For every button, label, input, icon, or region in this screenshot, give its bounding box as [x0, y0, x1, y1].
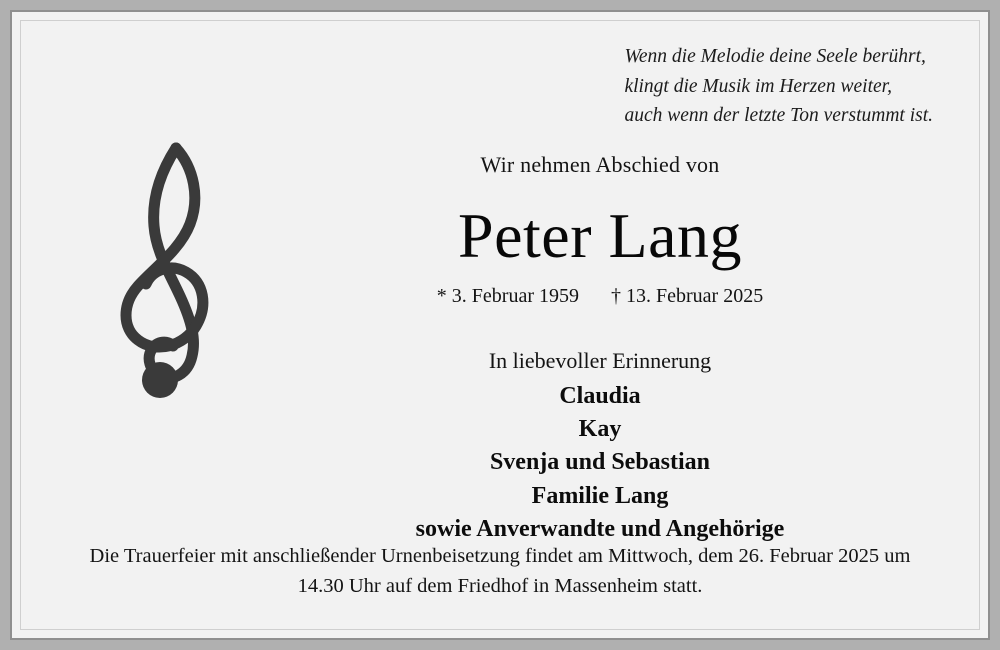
survivor-item: Kay — [578, 416, 622, 443]
service-info — [52, 541, 948, 603]
death-date: † 13. Februar 2025 — [611, 285, 764, 308]
service-info-line-2: 14.30 Uhr auf dem Friedhof in Massenheim statt. — [297, 575, 703, 598]
survivors-list — [262, 380, 938, 546]
treble-clef-icon — [108, 140, 238, 410]
survivor-item: sowie Anverwandte und Angehörige — [415, 515, 785, 542]
service-info-line-1: Die Trauerfeier mit anschließender Urnenbeisetzung findet am Mittwoch, dem 26. Februar 2025 um — [89, 544, 911, 567]
birth-date: * 3. Februar 1959 — [436, 285, 579, 308]
epigraph — [624, 42, 933, 131]
obituary-card — [10, 10, 990, 640]
survivor-item: Svenja und Sebastian — [489, 449, 711, 476]
epigraph-line-1: Wenn die Melodie deine Seele berührt, — [624, 46, 926, 67]
life-dates — [262, 285, 938, 308]
epigraph-line-3: auch wenn der letzte Ton verstummt ist. — [624, 105, 933, 127]
epigraph-line-2: klingt die Musik im Herzen weiter, — [624, 75, 892, 97]
memory-intro: In liebevoller Erinnerung — [488, 348, 712, 374]
survivor-item: Familie Lang — [531, 482, 669, 509]
farewell-line: Wir nehmen Abschied von — [480, 152, 720, 177]
deceased-name: Peter Lang — [458, 200, 742, 271]
survivor-item: Claudia — [559, 383, 641, 410]
memorial-content — [262, 152, 938, 546]
